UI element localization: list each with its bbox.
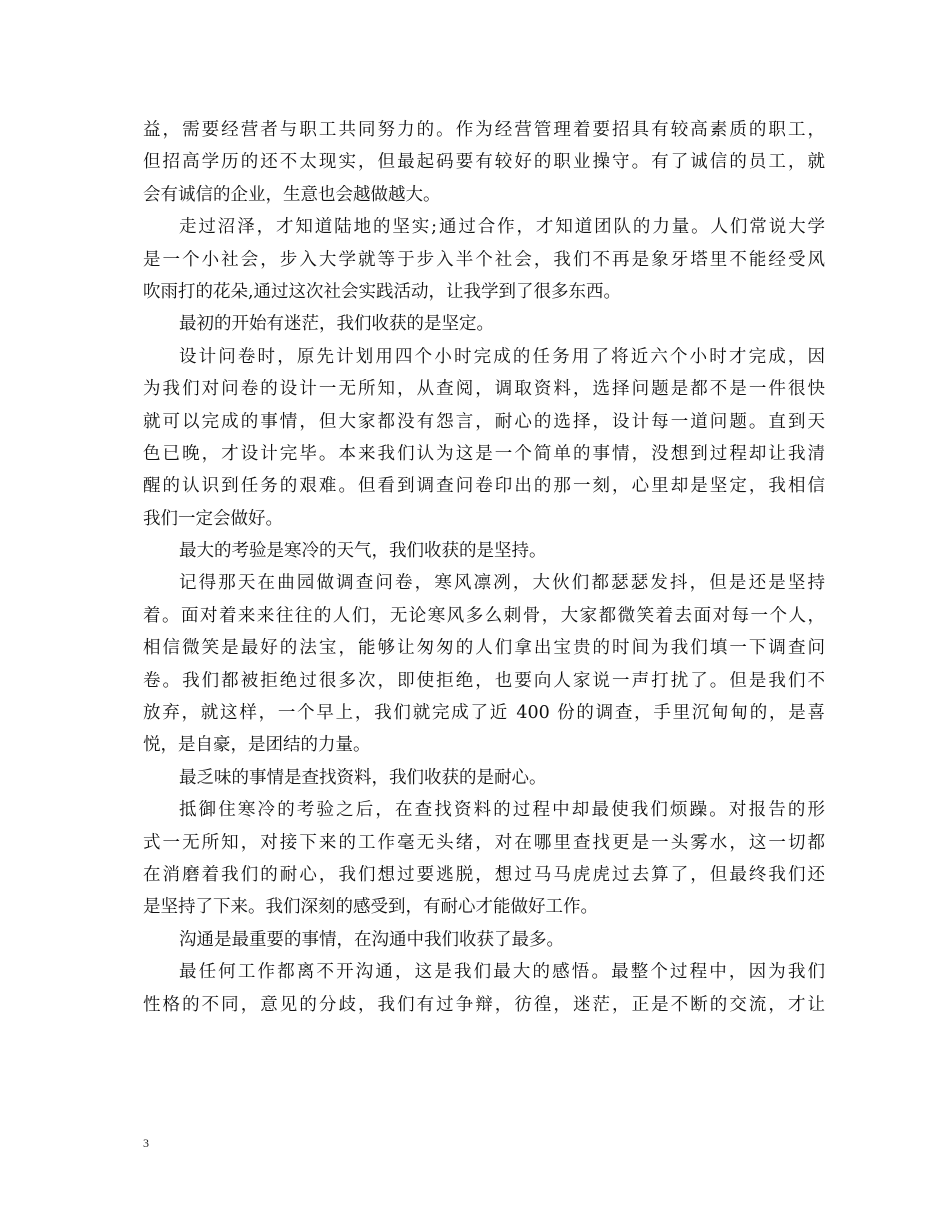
text-line: 是一个小社会，步入大学就等于步入半个社会，我们不再是象牙塔里不能经受风 bbox=[143, 249, 825, 270]
text-line: 抵御住寒冷的考验之后，在查找资料的过程中却最使我们烦躁。对报告的形 bbox=[179, 800, 825, 821]
text-line: 会有诚信的企业，生意也会越做越大。 bbox=[143, 184, 441, 205]
text-line: 但招高学历的还不太现实，但最起码要有较好的职业操守。有了诚信的员工，就 bbox=[143, 152, 825, 173]
text-line: 为我们对问卷的设计一无所知，从查阅，调取资料，选择问题是都不是一件很快 bbox=[143, 379, 825, 400]
text-line: 我们一定会做好。 bbox=[143, 508, 283, 529]
text-line: 走过沼泽，才知道陆地的坚实;通过合作，才知道团队的力量。人们常说大学 bbox=[179, 217, 825, 238]
text-line: 悦，是自豪，是团结的力量。 bbox=[143, 735, 371, 756]
section-heading: 沟通是最重要的事情，在沟通中我们收获了最多。 bbox=[179, 929, 564, 950]
text-line: 放弃，就这样，一个早上，我们就完成了近 400 份的调查，手里沉甸甸的，是喜 bbox=[143, 703, 825, 724]
text-line: 相信微笑是最好的法宝，能够让匆匆的人们拿出宝贵的时间为我们填一下调查问 bbox=[143, 638, 825, 659]
text-line: 益，需要经营者与职工共同努力的。作为经营管理着要招具有较高素质的职工， bbox=[143, 120, 825, 140]
text-line: 卷。我们都被拒绝过很多次，即使拒绝，也要向人家说一声打扰了。但是我们不 bbox=[143, 670, 825, 691]
text-line: 设计问卷时，原先计划用四个小时完成的任务用了将近六个小时才完成，因 bbox=[179, 346, 825, 367]
page-number: 3 bbox=[143, 1136, 149, 1150]
text-line: 在消磨着我们的耐心，我们想过要逃脱，想过马马虎虎过去算了，但最终我们还 bbox=[143, 864, 825, 885]
text-line: 就可以完成的事情，但大家都没有怨言，耐心的选择，设计每一道问题。直到天 bbox=[143, 411, 825, 432]
document-body bbox=[143, 114, 825, 1021]
text-line: 式一无所知，对接下来的工作毫无头绪，对在哪里查找更是一头雾水，这一切都 bbox=[143, 832, 825, 853]
text-line: 记得那天在曲园做调查问卷，寒风凛冽，大伙们都瑟瑟发抖，但是还是坚持 bbox=[179, 573, 825, 594]
section-heading: 最初的开始有迷茫，我们收获的是坚定。 bbox=[179, 314, 494, 335]
text-line: 是坚持了下来。我们深刻的感受到，有耐心才能做好工作。 bbox=[143, 897, 598, 918]
text-line: 色已晚，才设计完毕。本来我们认为这是一个简单的事情，没想到过程却让我清 bbox=[143, 443, 825, 464]
text-line: 最任何工作都离不开沟通，这是我们最大的感悟。最整个过程中，因为我们 bbox=[179, 962, 825, 983]
section-heading: 最大的考验是寒冷的天气，我们收获的是坚持。 bbox=[179, 541, 547, 562]
section-heading: 最乏味的事情是查找资料，我们收获的是耐心。 bbox=[179, 767, 547, 788]
text-line: 吹雨打的花朵,通过这次社会实践活动，让我学到了很多东西。 bbox=[143, 281, 622, 302]
text-line: 醒的认识到任务的艰难。但看到调查问卷印出的那一刻，心里却是坚定，我相信 bbox=[143, 476, 825, 497]
text-line: 着。面对着来来往往的人们，无论寒风多么刺骨，大家都微笑着去面对每一个人， bbox=[143, 605, 825, 626]
text-line: 性格的不同，意见的分歧，我们有过争辩，彷徨，迷茫，正是不断的交流，才让 bbox=[143, 994, 825, 1015]
